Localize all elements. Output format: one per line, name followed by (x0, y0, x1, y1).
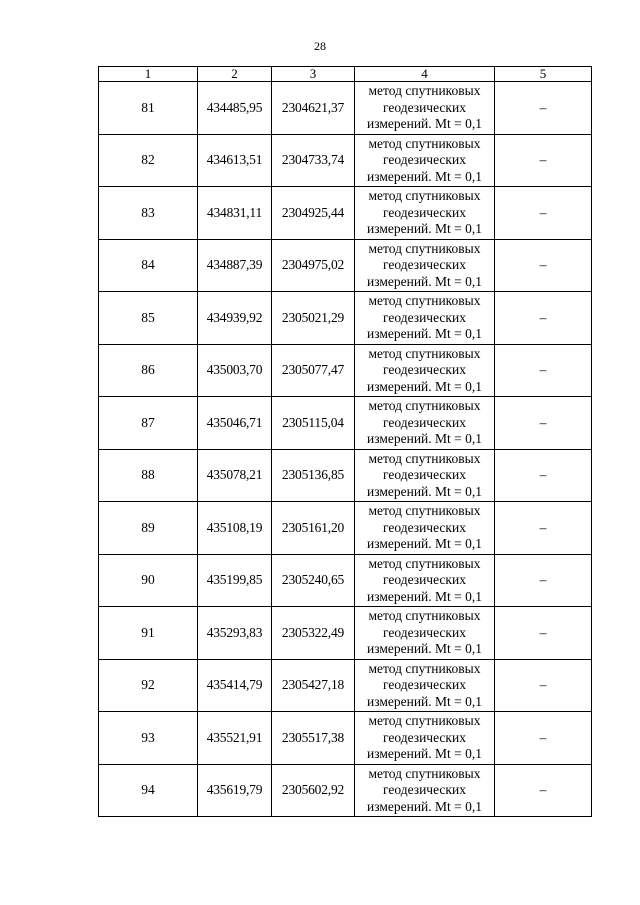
note-cell: – (495, 449, 592, 502)
coordinate-x-cell: 434887,39 (198, 239, 272, 292)
note-cell: – (495, 502, 592, 555)
coordinate-x-cell: 434831,11 (198, 187, 272, 240)
table-row (99, 239, 592, 292)
coordinate-x-cell: 435293,83 (198, 607, 272, 660)
point-number-cell: 82 (99, 134, 198, 187)
note-cell: – (495, 659, 592, 712)
point-number-cell: 94 (99, 764, 198, 817)
method-cell: метод спутниковых геодезических измерений. Mt = 0,1 (355, 134, 495, 187)
table-row (99, 397, 592, 450)
coordinate-y-cell: 2305322,49 (272, 607, 355, 660)
coordinate-y-cell: 2305021,29 (272, 292, 355, 345)
table-row (99, 187, 592, 240)
coordinate-x-cell: 435414,79 (198, 659, 272, 712)
table-row (99, 292, 592, 345)
point-number-cell: 87 (99, 397, 198, 450)
coordinate-x-cell: 435078,21 (198, 449, 272, 502)
table-row (99, 344, 592, 397)
note-cell: – (495, 292, 592, 345)
table-row (99, 712, 592, 765)
coordinate-y-cell: 2305240,65 (272, 554, 355, 607)
note-cell: – (495, 239, 592, 292)
coordinate-x-cell: 434485,95 (198, 82, 272, 135)
table-row (99, 659, 592, 712)
table-row (99, 502, 592, 555)
coordinate-y-cell: 2304733,74 (272, 134, 355, 187)
table-body (99, 82, 592, 817)
column-header-5: 5 (495, 67, 592, 82)
table-row (99, 554, 592, 607)
table-row (99, 134, 592, 187)
method-cell: метод спутниковых геодезических измерений. Mt = 0,1 (355, 82, 495, 135)
method-cell: метод спутниковых геодезических измерений. Mt = 0,1 (355, 187, 495, 240)
note-cell: – (495, 712, 592, 765)
coordinate-y-cell: 2304621,37 (272, 82, 355, 135)
point-number-cell: 89 (99, 502, 198, 555)
table-row (99, 607, 592, 660)
coordinate-x-cell: 435003,70 (198, 344, 272, 397)
method-cell: метод спутниковых геодезических измерений. Mt = 0,1 (355, 292, 495, 345)
point-number-cell: 93 (99, 712, 198, 765)
method-cell: метод спутниковых геодезических измерений. Mt = 0,1 (355, 764, 495, 817)
method-cell: метод спутниковых геодезических измерений. Mt = 0,1 (355, 502, 495, 555)
coordinate-x-cell: 435108,19 (198, 502, 272, 555)
table-row (99, 449, 592, 502)
note-cell: – (495, 134, 592, 187)
coordinate-y-cell: 2305602,92 (272, 764, 355, 817)
note-cell: – (495, 554, 592, 607)
note-cell: – (495, 187, 592, 240)
column-header-1: 1 (99, 67, 198, 82)
table-row (99, 764, 592, 817)
method-cell: метод спутниковых геодезических измерений. Mt = 0,1 (355, 712, 495, 765)
point-number-cell: 90 (99, 554, 198, 607)
note-cell: – (495, 607, 592, 660)
coordinate-y-cell: 2305427,18 (272, 659, 355, 712)
method-cell: метод спутниковых геодезических измерений. Mt = 0,1 (355, 554, 495, 607)
coordinate-x-cell: 434613,51 (198, 134, 272, 187)
point-number-cell: 92 (99, 659, 198, 712)
note-cell: – (495, 344, 592, 397)
point-number-cell: 85 (99, 292, 198, 345)
coordinate-x-cell: 435619,79 (198, 764, 272, 817)
column-header-4: 4 (355, 67, 495, 82)
table-header-row (99, 67, 592, 82)
coordinate-y-cell: 2305077,47 (272, 344, 355, 397)
method-cell: метод спутниковых геодезических измерений. Mt = 0,1 (355, 344, 495, 397)
column-header-3: 3 (272, 67, 355, 82)
coordinate-x-cell: 435521,91 (198, 712, 272, 765)
coordinate-x-cell: 434939,92 (198, 292, 272, 345)
method-cell: метод спутниковых геодезических измерений. Mt = 0,1 (355, 449, 495, 502)
point-number-cell: 86 (99, 344, 198, 397)
coordinate-y-cell: 2304975,02 (272, 239, 355, 292)
point-number-cell: 81 (99, 82, 198, 135)
method-cell: метод спутниковых геодезических измерений. Mt = 0,1 (355, 239, 495, 292)
coordinate-x-cell: 435046,71 (198, 397, 272, 450)
note-cell: – (495, 764, 592, 817)
point-number-cell: 83 (99, 187, 198, 240)
method-cell: метод спутниковых геодезических измерений. Mt = 0,1 (355, 607, 495, 660)
point-number-cell: 88 (99, 449, 198, 502)
note-cell: – (495, 397, 592, 450)
coordinates-table (98, 66, 592, 817)
page-number: 28 (314, 39, 326, 53)
coordinate-y-cell: 2305115,04 (272, 397, 355, 450)
table-row (99, 82, 592, 135)
note-cell: – (495, 82, 592, 135)
point-number-cell: 84 (99, 239, 198, 292)
coordinate-x-cell: 435199,85 (198, 554, 272, 607)
coordinate-y-cell: 2305136,85 (272, 449, 355, 502)
point-number-cell: 91 (99, 607, 198, 660)
method-cell: метод спутниковых геодезических измерений. Mt = 0,1 (355, 397, 495, 450)
coordinate-y-cell: 2305517,38 (272, 712, 355, 765)
method-cell: метод спутниковых геодезических измерений. Mt = 0,1 (355, 659, 495, 712)
coordinate-y-cell: 2305161,20 (272, 502, 355, 555)
coordinate-y-cell: 2304925,44 (272, 187, 355, 240)
column-header-2: 2 (198, 67, 272, 82)
